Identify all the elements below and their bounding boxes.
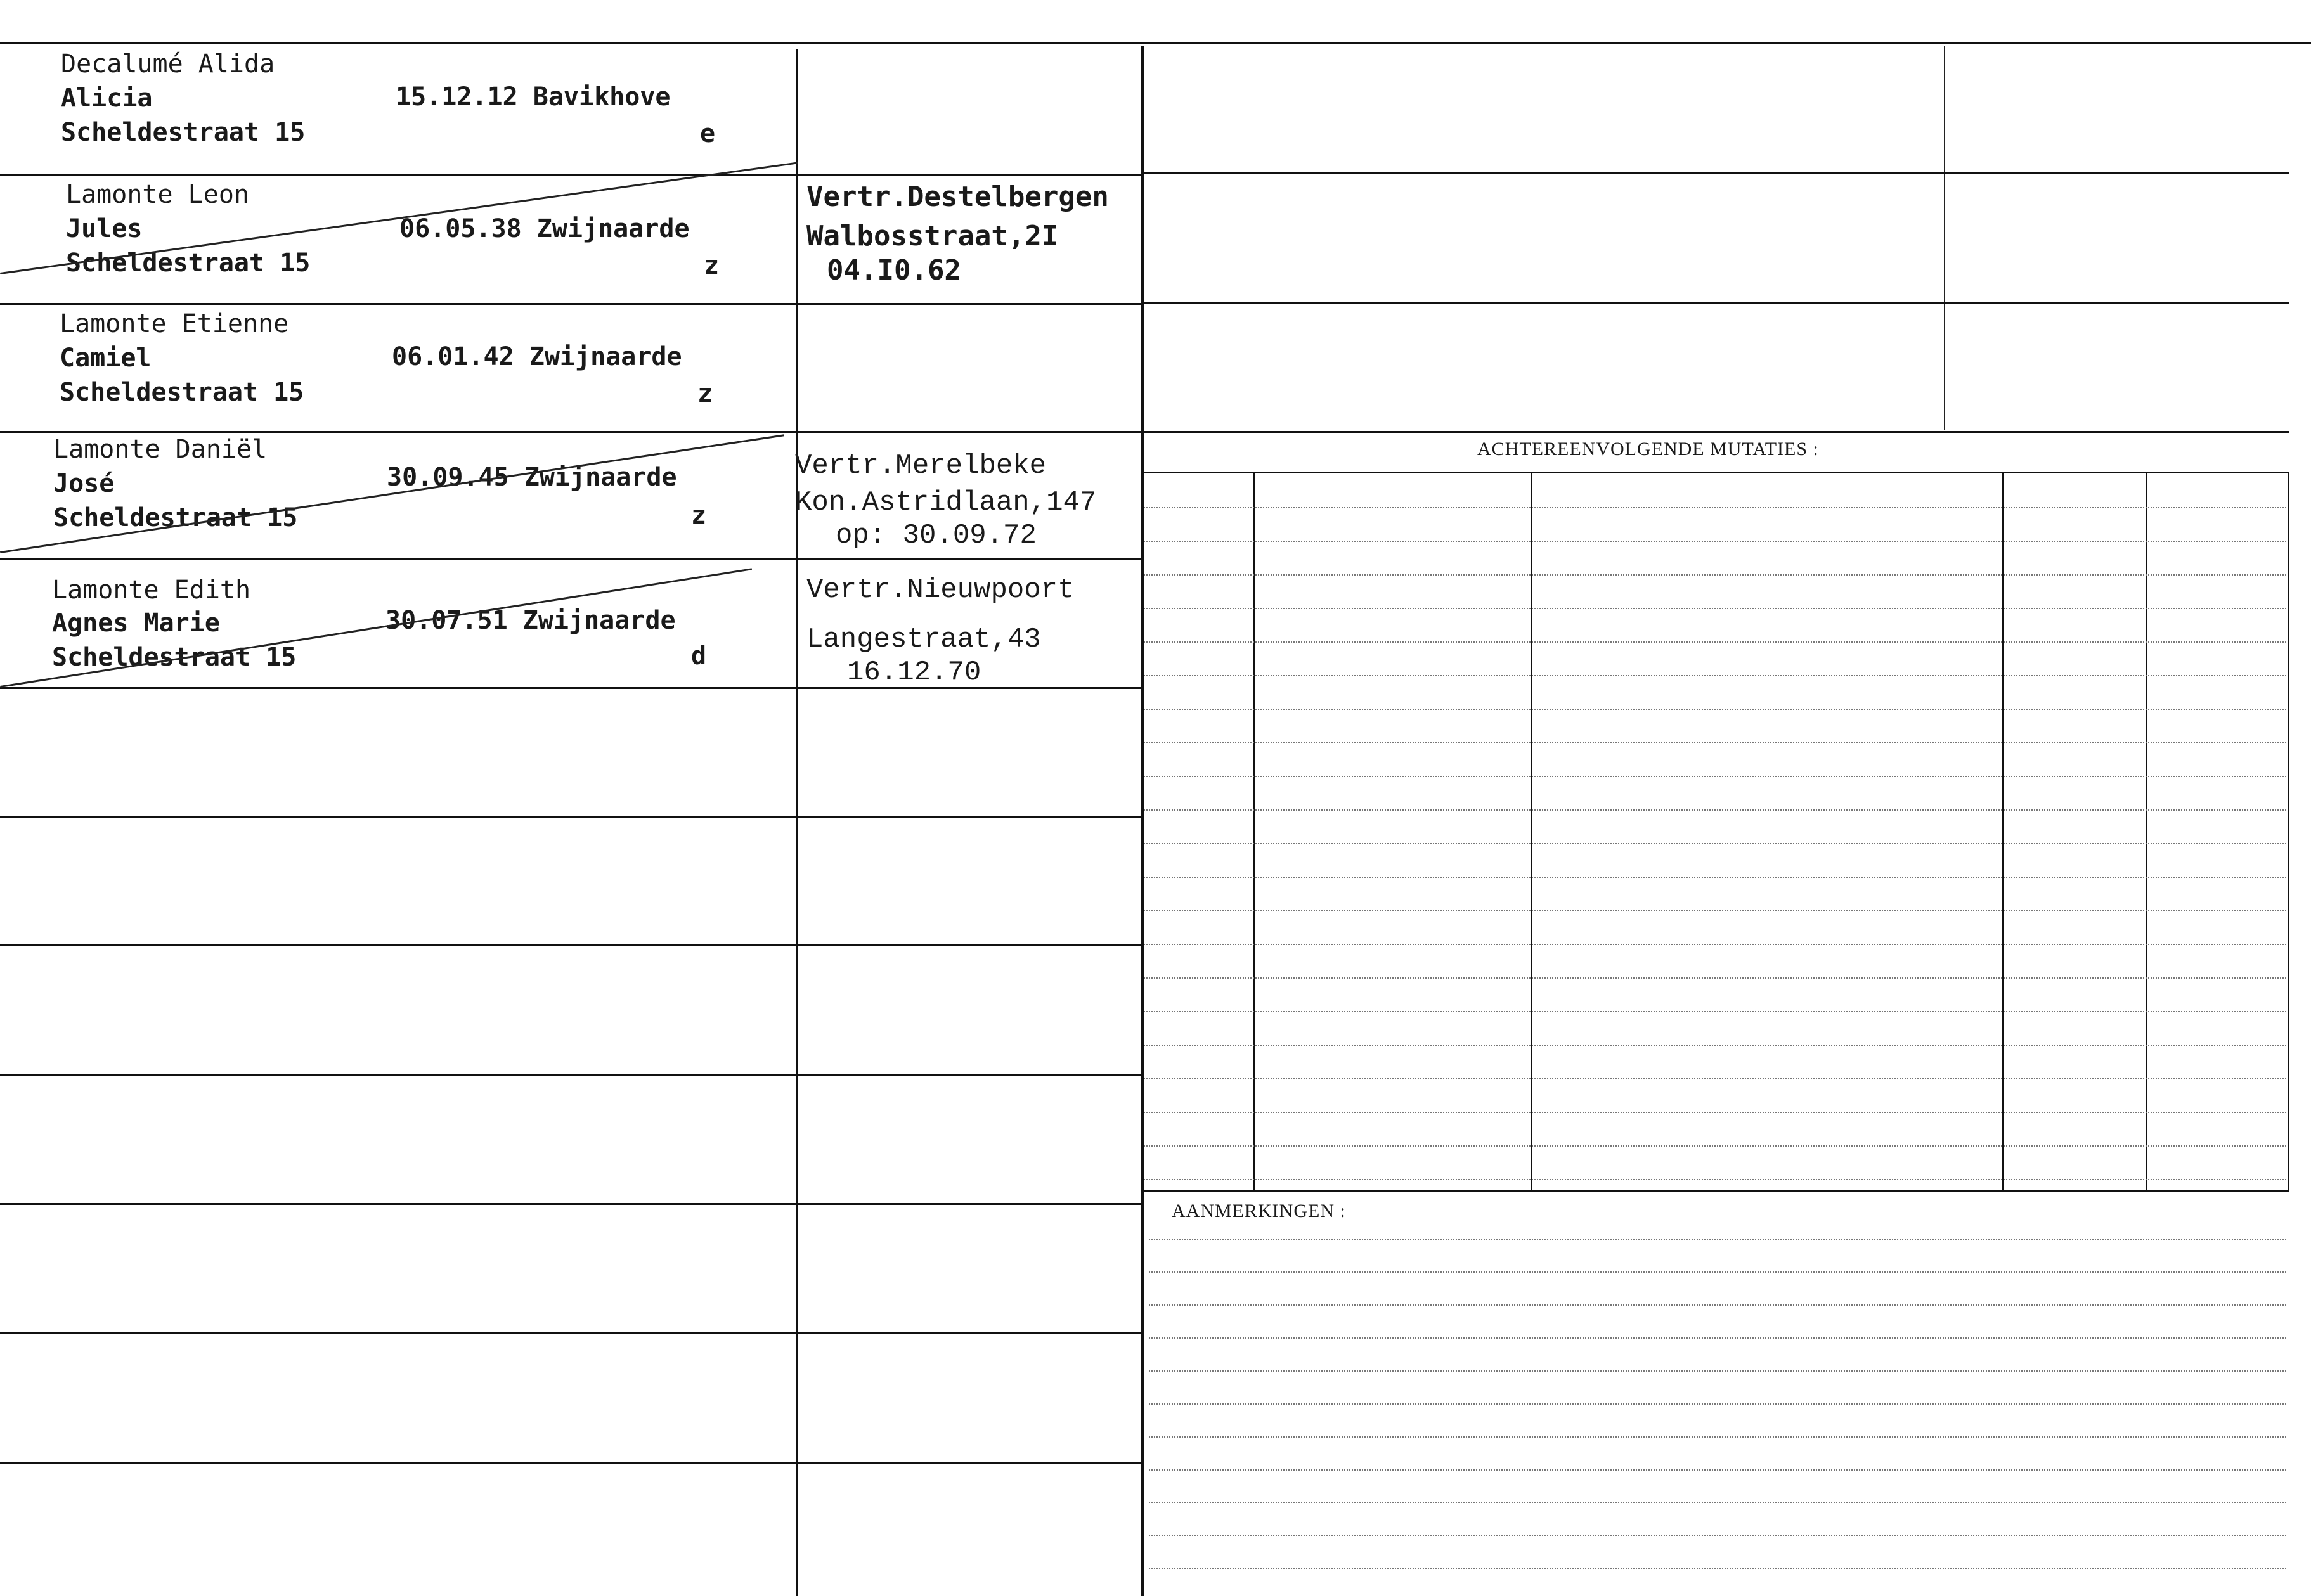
- departure-address: Langestraat,43: [806, 624, 1041, 655]
- person-address: Scheldestraat 15: [66, 248, 311, 278]
- person-name: Lamonte Daniël: [53, 435, 268, 464]
- person-code: z: [697, 379, 713, 408]
- person-address: Scheldestraat 15: [61, 118, 306, 147]
- mutations-ruled-line: [1144, 1045, 2286, 1046]
- person-code: z: [691, 501, 707, 530]
- remarks-ruled-line: [1149, 1535, 2286, 1536]
- person-birth: 06.01.42 Zwijnaarde: [392, 342, 682, 371]
- mutations-column-divider: [1531, 472, 1532, 1192]
- mutations-title: ACHTEREENVOLGENDE MUTATIES :: [1477, 439, 1819, 460]
- person-name: Lamonte Leon: [66, 180, 249, 209]
- remarks-title: AANMERKINGEN :: [1172, 1200, 1346, 1221]
- departure-address: Kon.Astridlaan,147: [795, 487, 1097, 518]
- row-separator: [0, 1074, 1141, 1076]
- departure-destination: Vertr.Merelbeke: [795, 450, 1047, 482]
- remarks-ruled-line: [1149, 1337, 2286, 1339]
- remarks-ruled-line: [1149, 1568, 2286, 1569]
- departure-date: 16.12.70: [847, 657, 981, 688]
- row-separator: [0, 1332, 1141, 1334]
- mutations-ruled-line: [1144, 641, 2286, 643]
- departure-destination: Vertr.Nieuwpoort: [806, 574, 1075, 606]
- person-code: e: [700, 119, 716, 148]
- mutations-ruled-line: [1144, 809, 2286, 811]
- person-address: Scheldestraat 15: [60, 378, 304, 407]
- mutations-column-divider: [2146, 472, 2147, 1192]
- person-name: Lamonte Edith: [52, 576, 251, 605]
- row-separator: [0, 1462, 1141, 1464]
- mutations-ruled-line: [1144, 608, 2286, 609]
- departure-address: Walbosstraat,2I: [806, 220, 1059, 252]
- right-row-separator: [1141, 302, 2289, 304]
- person-name: Lamonte Etienne: [60, 309, 289, 338]
- row-separator: [0, 944, 1141, 946]
- right-row-separator: [1141, 172, 2289, 174]
- mutations-ruled-line: [1144, 877, 2286, 878]
- divider-name-column: [796, 49, 798, 1596]
- mutations-ruled-line: [1144, 507, 2286, 508]
- mutations-ruled-line: [1144, 910, 2286, 911]
- mutations-bottom-line: [1141, 1190, 2289, 1192]
- mutations-ruled-line: [1144, 1179, 2286, 1180]
- mutations-ruled-line: [1144, 1145, 2286, 1147]
- mutations-ruled-line: [1144, 675, 2286, 676]
- remarks-ruled-line: [1149, 1403, 2286, 1405]
- person-code: z: [704, 251, 720, 280]
- mutations-ruled-line: [1144, 1078, 2286, 1079]
- mutations-ruled-line: [1144, 944, 2286, 945]
- mutations-ruled-line: [1144, 574, 2286, 576]
- mutations-ruled-line: [1144, 1011, 2286, 1012]
- person-first-name: Camiel: [60, 344, 152, 373]
- divider-departure-column: [1141, 46, 1144, 1596]
- departure-date: 04.I0.62: [827, 254, 961, 286]
- person-birth: 30.09.45 Zwijnaarde: [387, 463, 677, 492]
- mutations-ruled-line: [1144, 843, 2286, 844]
- mutations-ruled-line: [1144, 977, 2286, 979]
- mutations-ruled-line: [1144, 1112, 2286, 1113]
- row-separator: [0, 1203, 1141, 1205]
- person-code: d: [691, 641, 707, 671]
- person-first-name: Jules: [66, 214, 143, 243]
- departure-destination: Vertr.Destelbergen: [806, 181, 1109, 213]
- remarks-ruled-line: [1149, 1304, 2286, 1306]
- mutations-right-border: [2288, 472, 2289, 1192]
- mutations-ruled-line: [1144, 541, 2286, 542]
- person-birth: 06.05.38 Zwijnaarde: [399, 214, 690, 243]
- divider-top-right: [1944, 46, 1945, 430]
- person-address: Scheldestraat 15: [53, 503, 298, 532]
- remarks-ruled-line: [1149, 1271, 2286, 1273]
- departure-date: op: 30.09.72: [836, 520, 1037, 551]
- person-first-name: Alicia: [61, 84, 153, 113]
- person-first-name: José: [53, 469, 115, 498]
- person-birth: 30.07.51 Zwijnaarde: [385, 606, 676, 635]
- top-border: [0, 42, 2311, 44]
- mutations-column-divider: [2002, 472, 2004, 1192]
- row-separator: [0, 174, 1141, 176]
- mutations-column-divider: [1253, 472, 1255, 1192]
- mutations-header-line: [1141, 472, 2289, 473]
- mutations-ruled-line: [1144, 709, 2286, 710]
- remarks-ruled-line: [1149, 1239, 2286, 1240]
- right-row-separator: [1141, 431, 2289, 433]
- row-separator: [0, 558, 1141, 560]
- person-address: Scheldestraat 15: [52, 643, 297, 672]
- remarks-ruled-line: [1149, 1469, 2286, 1471]
- mutations-ruled-line: [1144, 776, 2286, 777]
- row-separator: [0, 303, 1141, 305]
- remarks-ruled-line: [1149, 1436, 2286, 1438]
- person-first-name: Agnes Marie: [52, 608, 220, 638]
- person-birth: 15.12.12 Bavikhove: [396, 82, 671, 112]
- row-separator: [0, 816, 1141, 818]
- remarks-ruled-line: [1149, 1502, 2286, 1503]
- remarks-ruled-line: [1149, 1370, 2286, 1372]
- mutations-ruled-line: [1144, 742, 2286, 743]
- person-name: Decalumé Alida: [61, 49, 275, 79]
